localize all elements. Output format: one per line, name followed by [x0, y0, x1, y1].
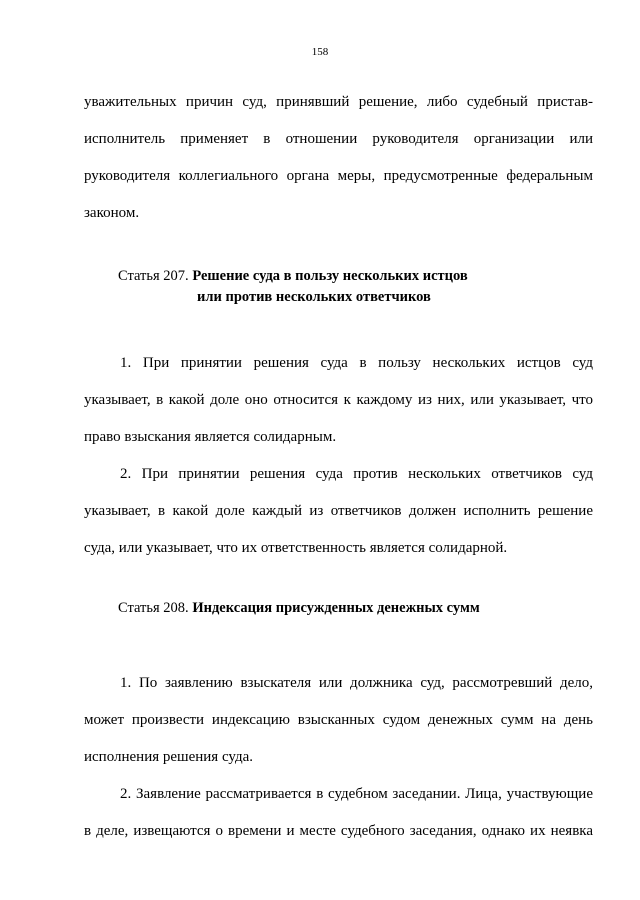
article-207-label: Статья 207. — [118, 268, 189, 284]
text-line: уважительных причин суд, принявший решение, либо судебный пристав- — [84, 94, 593, 110]
article-207-title-line1: Решение суда в пользу нескольких истцов — [192, 268, 468, 284]
article-207-title-line2: или против нескольких ответчиков — [197, 289, 431, 305]
text-line: суда, или указывает, что их ответственность является солидарной. — [84, 540, 508, 556]
text-line: исполнения решения суда. — [84, 749, 254, 765]
text-line: руководителя коллегиального органа меры, предусмотренные федеральным — [84, 168, 593, 184]
text-line: может произвести индексацию взысканных судом денежных сумм на день — [84, 712, 593, 728]
page-number: 158 — [311, 46, 329, 58]
text-line: 1. По заявлению взыскателя или должника суд, рассмотревший дело, — [120, 675, 593, 691]
text-line: 2. При принятии решения суда против нескольких ответчиков суд — [120, 466, 593, 482]
text-line: в деле, извещаются о времени и месте судебного заседания, однако их неявка — [84, 823, 593, 839]
text-line: право взыскания является солидарным. — [84, 429, 337, 445]
text-line: указывает, в какой доле оно относится к каждому из них, или указывает, что — [84, 392, 593, 408]
intro-paragraph — [84, 84, 593, 232]
article-208-label: Статья 208. — [118, 600, 189, 616]
text-line: исполнитель применяет в отношении руководителя организации или — [84, 131, 593, 147]
article-208-title: Индексация присужденных денежных сумм — [192, 600, 480, 616]
article-208-body — [84, 665, 593, 850]
text-line: 2. Заявление рассматривается в судебном заседании. Лица, участвующие — [120, 786, 593, 802]
text-line: законом. — [84, 205, 140, 221]
text-line: 1. При принятии решения суда в пользу нескольких истцов суд — [120, 355, 593, 371]
article-208-heading — [118, 598, 480, 619]
text-line: указывает, в какой доле каждый из ответчиков должен исполнить решение — [84, 503, 593, 519]
article-207-heading — [118, 266, 468, 308]
article-207-body — [84, 345, 593, 567]
